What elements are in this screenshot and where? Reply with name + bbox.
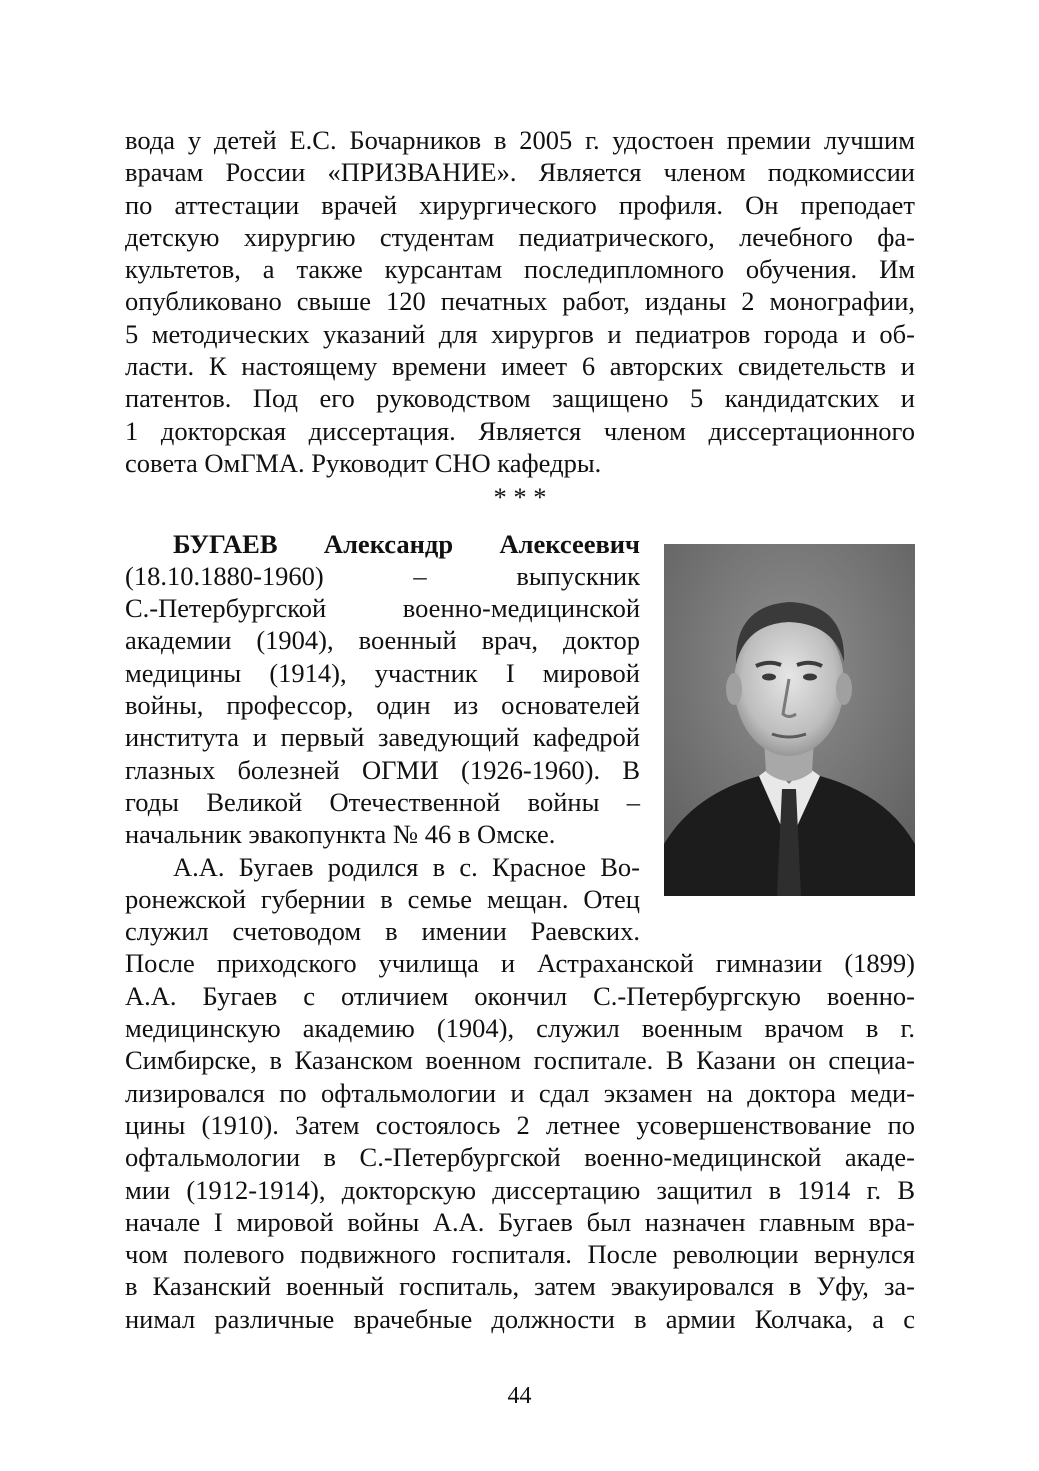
text-line: врачам России «ПРИЗВАНИЕ». Является членом подкомиссии: [125, 157, 915, 188]
section-separator: * * *: [493, 482, 547, 513]
text-line: глазных болезней ОГМИ (1926-1960). В: [125, 754, 640, 785]
text-line: нимал различные врачебные должности в армии Колчака, а с: [125, 1303, 915, 1334]
text-line: медицины (1914), участник I мировой: [125, 657, 640, 688]
text-line: мии (1912-1914), докторскую диссертацию защитил в 1914 г. В: [125, 1174, 915, 1205]
text-line: по аттестации врачей хирургического профиля. Он преподает: [125, 189, 915, 220]
text-line: медицинскую академию (1904), служил военным врачом в г.: [125, 1013, 915, 1044]
text-line: ласти. К настоящему времени имеет 6 авторских свидетельств и: [125, 351, 915, 382]
text-line: После приходского училища и Астраханской гимназии (1899): [125, 948, 915, 979]
text-line: чом полевого подвижного госпиталя. После революции вернулся: [125, 1239, 915, 1270]
text-line: начальник эвакопункта № 46 в Омске.: [125, 819, 556, 850]
text-line: (18.10.1880-1960) – выпускник: [125, 560, 640, 591]
text-line: начале I мировой войны А.А. Бугаев был назначен главным вра-: [125, 1206, 915, 1237]
text-line: Симбирске, в Казанском военном госпитале. В Казани он специа-: [125, 1045, 915, 1076]
text-line: академии (1904), военный врач, доктор: [125, 625, 640, 656]
text-line: детскую хирургию студентам педиатрического, лечебного фа-: [125, 221, 915, 252]
text-line: культетов, а также курсантам последипломного обучения. Им: [125, 254, 915, 285]
text-line: войны, профессор, один из основателей: [125, 690, 640, 721]
text-line: 5 методических указаний для хирургов и педиатров города и об-: [125, 318, 915, 349]
bio-name-heading: БУГАЕВ Александр Алексеевич: [173, 528, 640, 559]
text-line: цины (1910). Затем состоялось 2 летнее усовершенствование по: [125, 1109, 915, 1140]
text-line: 1 докторская диссертация. Является членом диссертационного: [125, 415, 915, 446]
page-number: 44: [507, 1383, 532, 1409]
text-line: института и первый заведующий кафедрой: [125, 722, 640, 753]
text-line: в Казанский военный госпиталь, затем эвакуировался в Уфу, за-: [125, 1271, 915, 1302]
portrait-photo: [664, 544, 915, 896]
text-line: совета ОмГМА. Руководит СНО кафедры.: [125, 447, 602, 478]
text-line: патентов. Под его руководством защищено 5 кандидатских и: [125, 383, 915, 414]
text-line: ронежской губернии в семье мещан. Отец: [125, 883, 640, 914]
text-line: А.А. Бугаев родился в с. Красное Во-: [173, 851, 640, 882]
text-line: офтальмологии в С.-Петербургской военно-медицинской акаде-: [125, 1142, 915, 1173]
text-line: А.А. Бугаев с отличием окончил С.-Петербургскую военно-: [125, 980, 915, 1011]
text-line: лизировался по офтальмологии и сдал экзамен на доктора меди-: [125, 1077, 915, 1108]
text-line: служил счетоводом в имении Раевских.: [125, 916, 640, 947]
text-line: годы Великой Отечественной войны –: [125, 786, 640, 817]
text-line: С.-Петербургской военно-медицинской: [125, 593, 640, 624]
text-line: опубликовано свыше 120 печатных работ, изданы 2 монографии,: [125, 286, 915, 317]
text-line: вода у детей Е.С. Бочарников в 2005 г. удостоен премии лучшим: [125, 125, 915, 155]
